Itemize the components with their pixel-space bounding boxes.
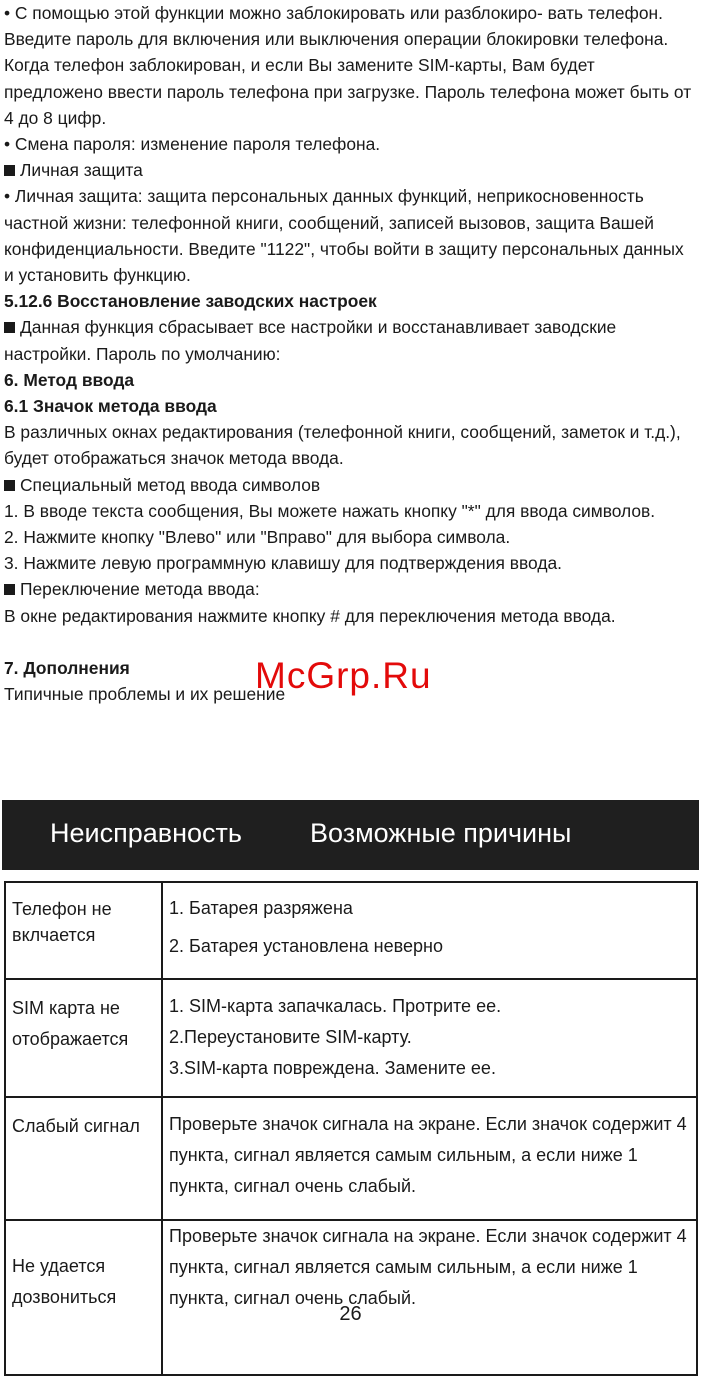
cause-line: 1. Батарея разряжена <box>169 898 353 918</box>
causes-cell <box>162 1220 697 1375</box>
table-row <box>5 882 697 979</box>
switch-input-paragraph: В окне редактирования нажмите кнопку # для переключения метода ввода. <box>4 605 616 626</box>
cause-line: Проверьте значок сигнала на экране. Если значок содержит 4 пункта, сигнал является самым сильным, а если ниже 1 пункта, сигнал очень слабый. <box>169 1226 687 1308</box>
square-bullet-icon <box>4 480 15 491</box>
privacy-heading-label: Личная защита <box>20 160 143 181</box>
lock-function-paragraph: • С помощью этой функции можно заблокировать или разблокиро- вать телефон. Введите пароль для включения или выключения операции блокировки телефона. Когда телефон заблокирован, и если Вы замените SIM-карты, Вам будет предложено ввести пароль телефона при загрузке. Пароль телефона может быть от 4 до 8 цифр. <box>4 3 692 128</box>
section-heading-6-1: 6.1 Значок метода ввода <box>4 396 217 417</box>
special-input-label: Специальный метод ввода символов <box>20 474 321 495</box>
problem-cell: Не удается дозвониться <box>5 1220 162 1375</box>
special-input-heading <box>4 472 698 498</box>
table-header-bar <box>2 800 699 870</box>
cause-line: Проверьте значок сигнала на экране. Если значок содержит 4 пункта, сигнал является самым сильным, а если ниже 1 пункта, сигнал очень слабый. <box>169 1114 687 1196</box>
step-1: 1. В вводе текста сообщения, Вы можете нажать кнопку "*" для ввода символов. <box>4 500 656 521</box>
manual-text <box>4 0 698 707</box>
typical-problems-subtitle: Типичные проблемы и их решение <box>4 684 286 705</box>
problem-cell: Слабый сигнал <box>5 1097 162 1220</box>
causes-cell <box>162 979 697 1097</box>
step-3: 3. Нажмите левую программную клавишу для подтверждения ввода. <box>4 553 562 574</box>
header-causes: Возможные причины <box>310 818 572 848</box>
input-icon-paragraph: В различных окнах редактирования (телефонной книги, сообщений, заметок и т.д.), будет отображаться значок метода ввода. <box>4 422 681 469</box>
step-2: 2. Нажмите кнопку "Влево" или "Вправо" для выбора символа. <box>4 527 511 548</box>
cause-line: 2.Переустановите SIM-карту. <box>169 1027 412 1047</box>
table-row <box>5 979 697 1097</box>
watermark: McGrp.Ru <box>255 655 432 696</box>
section-heading-7: 7. Дополнения <box>4 657 130 678</box>
cause-line: 3.SIM-карта повреждена. Замените ее. <box>169 1058 496 1078</box>
factory-reset-text: Данная функция сбрасывает все настройки и восстанавливает заводские настройки. Пароль по умолчанию: <box>4 317 617 364</box>
section-heading-5-12-6: 5.12.6 Восстановление заводских настроек <box>4 291 377 312</box>
troubleshooting-table <box>4 881 698 1376</box>
header-problem: Неисправность <box>50 818 242 848</box>
causes-cell <box>162 1097 697 1220</box>
privacy-heading <box>4 157 698 183</box>
cause-line: 1. SIM-карта запачкалась. Протрите ее. <box>169 996 502 1016</box>
table-row <box>5 1097 697 1220</box>
privacy-paragraph: • Личная защита: защита персональных данных функций, неприкосновенность частной жизни: телефонной книги, сообщений, записей вызовов, защита Вашей конфиденциальности. Введите "1122", чтобы войти в защиту персональных данных и установить функцию. <box>4 186 684 286</box>
square-bullet-icon <box>4 322 15 333</box>
problem-cell: SIM карта не отображается <box>5 979 162 1097</box>
spacer <box>4 629 698 655</box>
change-password-item: • Смена пароля: изменение пароля телефона. <box>4 134 381 155</box>
switch-input-heading <box>4 576 698 602</box>
page-number: 26 <box>339 1303 362 1325</box>
problem-cell: Телефон не вклчается <box>5 882 162 979</box>
section-heading-6: 6. Метод ввода <box>4 369 135 390</box>
table-row <box>5 1220 697 1375</box>
square-bullet-icon <box>4 165 15 176</box>
square-bullet-icon <box>4 584 15 595</box>
switch-input-label: Переключение метода ввода: <box>20 579 260 600</box>
cause-line: 2. Батарея установлена неверно <box>169 936 443 956</box>
factory-reset-paragraph <box>4 314 698 366</box>
causes-cell <box>162 882 697 979</box>
